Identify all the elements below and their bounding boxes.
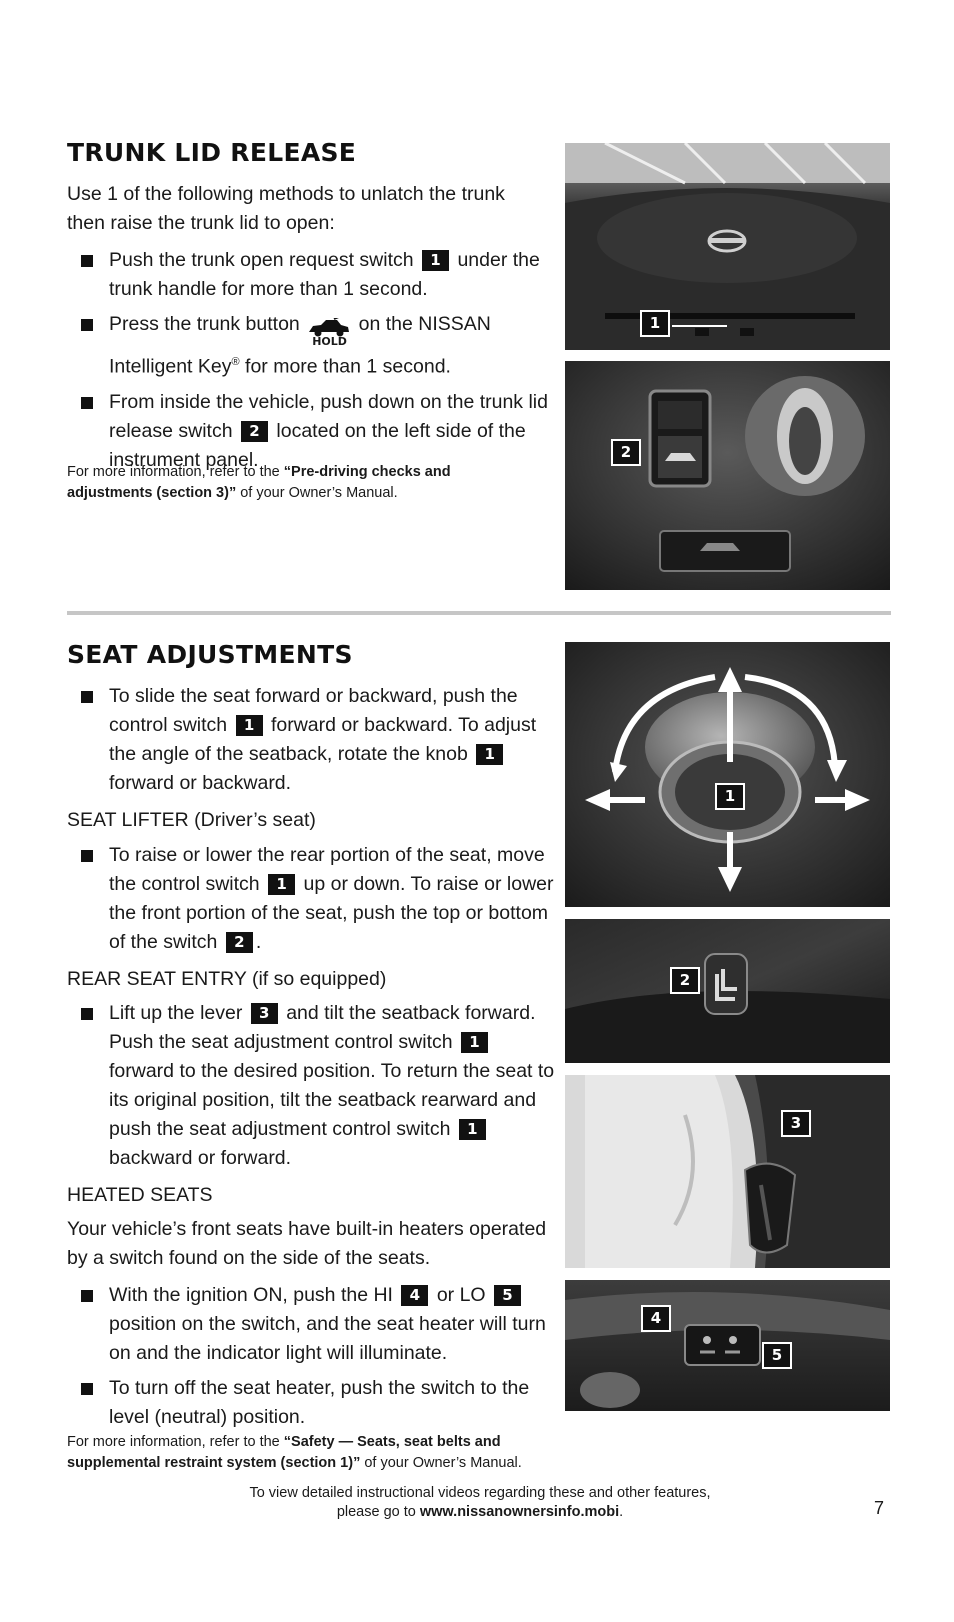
bullet-square-icon [81, 691, 93, 703]
trunk-button-icon [307, 318, 351, 348]
trunk-section-title: TRUNK LID RELEASE [67, 138, 357, 167]
list-item: Lift up the lever 3 and tilt the seatback forward. Push the seat adjustment control switch 1 forward to the desired position. To return the seat to its original position, tilt the seatback rearward and push the seat adjustment control switch 1 backward or forward. [67, 999, 557, 1173]
callout-2-lifter-switch: 2 [670, 967, 700, 994]
heated-seat-switch-photo [565, 1280, 890, 1411]
callout-number: 1 [461, 1032, 488, 1053]
hold-label: HOLD [312, 335, 347, 348]
callout-number: 1 [476, 744, 503, 765]
rear-seat-entry-heading: REAR SEAT ENTRY (if so equipped) [67, 968, 387, 990]
bullet-square-icon [81, 319, 93, 331]
callout-1-seat-switch: 1 [715, 783, 745, 810]
heated-seats-intro: Your vehicle’s front seats have built-in heaters operated by a switch found on the side of the seats. [67, 1218, 547, 1269]
callout-3-lever: 3 [781, 1110, 811, 1137]
seat-slide-list [67, 682, 557, 804]
list-item: To turn off the seat heater, push the switch to the level (neutral) position. [67, 1374, 567, 1432]
callout-4-hi: 4 [641, 1305, 671, 1332]
section-divider [67, 611, 891, 615]
callout-number: 3 [251, 1003, 278, 1024]
callout-number: 1 [268, 874, 295, 895]
list-item: To slide the seat forward or backward, push the control switch 1 forward or backward. To adjust the angle of the seatback, rotate the knob 1 forward or backward. [67, 682, 557, 798]
website-link[interactable]: www.nissanownersinfo.mobi [419, 1504, 620, 1520]
callout-number: 2 [226, 932, 253, 953]
seat-section-title: SEAT ADJUSTMENTS [67, 640, 353, 669]
bullet-square-icon [81, 850, 93, 862]
callout-number: 1 [422, 250, 449, 271]
callout-leader-line [672, 325, 727, 327]
callout-number: 5 [494, 1285, 521, 1306]
rear-seat-lever-photo [565, 1075, 890, 1268]
callout-5-lo: 5 [762, 1342, 792, 1369]
bullet-square-icon [81, 1383, 93, 1395]
page-number: 7 [874, 1498, 885, 1518]
trunk-intro: Use 1 of the following methods to unlatch the trunk then raise the trunk lid to open: [67, 183, 505, 234]
heated-seats-heading: HEATED SEATS [67, 1184, 213, 1206]
list-item: Press the trunk button HOLD on the NISSAN Intelligent Key® for more than 1 second. [67, 310, 557, 382]
bullet-square-icon [81, 1008, 93, 1020]
callout-number: 2 [241, 421, 268, 442]
heated-seats-list [67, 1281, 567, 1438]
callout-2-release-switch: 2 [611, 439, 641, 466]
list-item: With the ignition ON, push the HI 4 or LO 5 position on the switch, and the seat heater will turn on and the indicator light will illuminate. [67, 1281, 567, 1368]
trunk-reference-note: For more information, refer to the “Pre-driving checks and adjustments (section 3)” of your Owner’s Manual. [67, 464, 451, 501]
callout-number: 1 [236, 715, 263, 736]
seat-lifter-switch-photo [565, 919, 890, 1063]
seat-reference-note: For more information, refer to the “Safety — Seats, seat belts and supplemental restraint system (section 1)” of your Owner’s Manual. [67, 1434, 522, 1471]
trunk-interior-switch-photo [565, 361, 890, 590]
callout-number: 4 [401, 1285, 428, 1306]
seat-lifter-list [67, 841, 557, 963]
list-item: To raise or lower the rear portion of the seat, move the control switch 1 up or down. To raise or lower the front portion of the seat, push the top or bottom of the switch 2 . [67, 841, 557, 957]
footer-note [200, 1484, 760, 1522]
footer-line-2: please go to www.nissanownersinfo.mobi. [336, 1504, 624, 1520]
seat-control-switch-photo [565, 642, 890, 907]
bullet-square-icon [81, 397, 93, 409]
rear-seat-entry-list [67, 999, 557, 1179]
callout-number: 1 [459, 1119, 486, 1140]
footer-line-1: To view detailed instructional videos regarding these and other features, [249, 1485, 711, 1501]
seat-lifter-heading: SEAT LIFTER (Driver’s seat) [67, 809, 316, 831]
callout-1-trunk-switch: 1 [640, 310, 670, 337]
trunk-methods-list [67, 246, 557, 481]
bullet-square-icon [81, 255, 93, 267]
list-item: Push the trunk open request switch 1 under the trunk handle for more than 1 second. [67, 246, 557, 304]
trunk-exterior-photo [565, 143, 890, 350]
list-item: From inside the vehicle, push down on the trunk lid release switch 2 located on the left side of the instrument panel. [67, 388, 557, 475]
bullet-square-icon [81, 1290, 93, 1302]
